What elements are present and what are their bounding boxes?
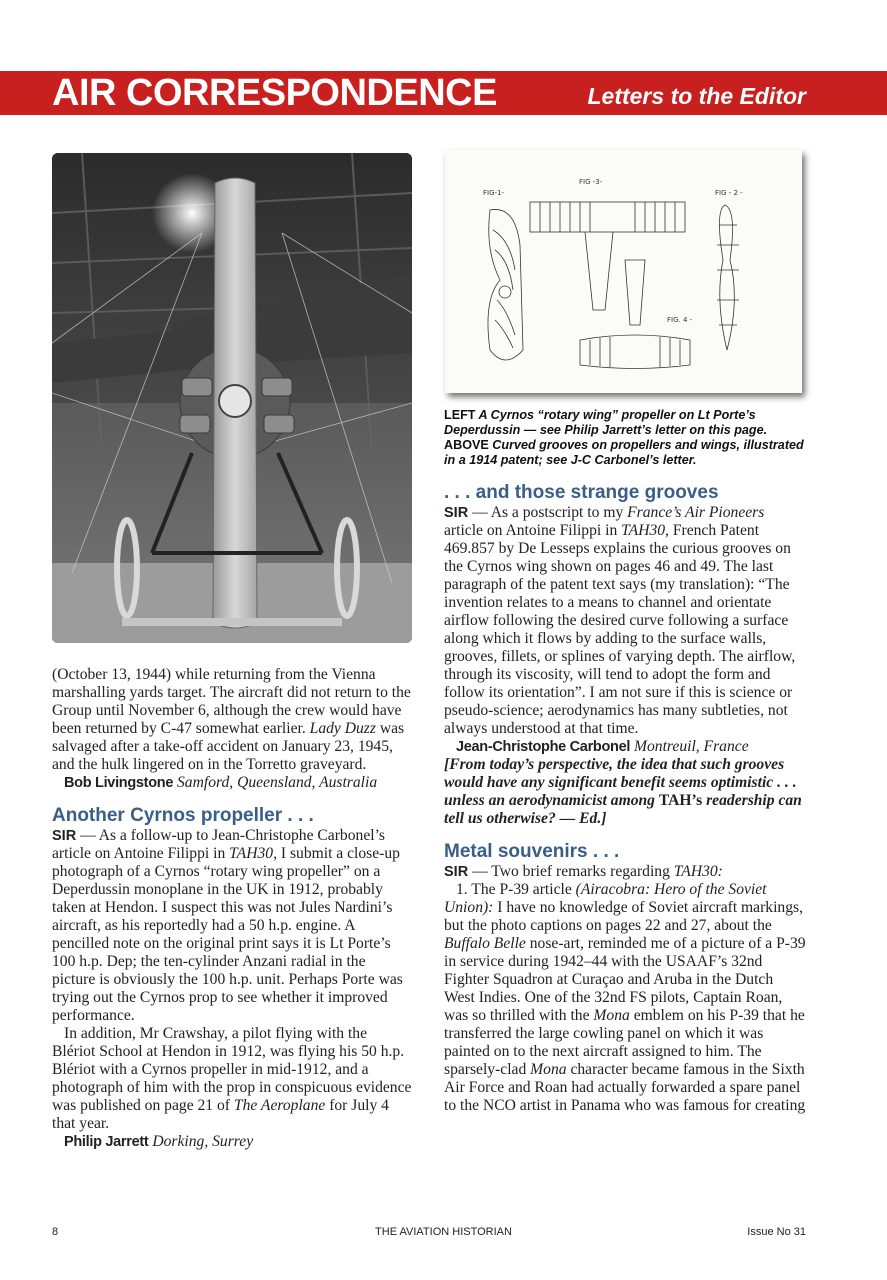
- section-title: AIR CORRESPONDENCE: [52, 72, 497, 114]
- italic-text: Lady Duzz: [309, 720, 376, 737]
- signature-place: Dorking, Surrey: [152, 1133, 254, 1150]
- section-banner: [0, 71, 887, 115]
- caption-above-text: Curved grooves on propellers and wings, illustrated in a 1914 patent; see J-C Carbonel’s letter.: [444, 438, 804, 467]
- caption-left-label: LEFT: [444, 408, 476, 422]
- letter1-continuation: [52, 666, 412, 774]
- fig1-label: FIG-1-: [483, 189, 505, 197]
- text-run: , I submit a close-up photograph of a Cyrnos “rotary wing propeller” on a Deperdussin monoplane in the UK in 1912, probably taken at Hendon. I suspect this was not Jules Nardini’s aircraft, as his reportedly had a 50 h.p. engine. A pencilled note on the original print says it is Lt Porte’s 100 h.p. Dep; the ten-cylinder Anzani radial in the picture is obviously the 100 h.p. unit. Perhaps Porte was trying out the Cyrnos prop to see whether it improved performance.: [52, 845, 403, 1024]
- fig4-label: FIG. 4 -: [667, 316, 693, 324]
- italic-text: (Airacobra: Hero of the Soviet Union):: [444, 881, 767, 916]
- text-run: In addition, Mr Crawshay, a pilot flying with the Blériot School at Hendon in 1912, was flying his 50 h.p. Blériot with a Cyrnos propeller in mid-1912, and a photograph of him with the prop in conspicuous evidence was published on page 21 of: [52, 1025, 412, 1114]
- text-run: 1. The P-39 article: [456, 881, 576, 898]
- letter3-signature: [444, 738, 806, 756]
- caption-above-label: ABOVE: [444, 438, 489, 452]
- letter2-paragraph-2: [52, 1025, 412, 1133]
- text-run: TAH’s: [658, 792, 703, 809]
- magazine-name: THE AVIATION HISTORIAN: [375, 1226, 512, 1238]
- editor-note: [444, 756, 806, 828]
- text-run: — Two brief remarks regarding: [468, 863, 674, 880]
- letter2-heading: Another Cyrnos propeller . . .: [52, 805, 314, 826]
- patent-drawing-figure: [445, 150, 802, 393]
- signature-place: Montreuil, France: [634, 738, 749, 755]
- signature-name: Jean-Christophe Carbonel: [456, 739, 631, 755]
- italic-text: TAH30,: [621, 522, 669, 539]
- italic-text: Mona: [593, 1007, 630, 1024]
- text-run: article on Antoine Filippi in: [444, 522, 622, 539]
- deperdussin-propeller-photo: [52, 153, 412, 643]
- letter4-heading: Metal souvenirs . . .: [444, 841, 620, 862]
- text-run: was salvaged after a take-off accident on January 23, 1945, and the hulk lingered on in the Torretto graveyard.: [52, 720, 405, 773]
- letter4-paragraph-1: [444, 863, 806, 881]
- italic-text: TAH30:: [673, 863, 723, 880]
- italic-text: Buffalo Belle: [444, 935, 526, 952]
- fig3-label: FIG -3-: [579, 178, 603, 186]
- page-footer: [0, 1226, 887, 1242]
- sir-salutation: SIR: [444, 505, 469, 521]
- letter2-paragraph-1: [52, 827, 412, 1025]
- signature-name: Philip Jarrett: [64, 1134, 149, 1150]
- text-run: — As a follow-up to Jean-Christophe Carbonel’s article on Antoine Filippi in: [52, 827, 385, 862]
- issue-number: Issue No 31: [747, 1226, 806, 1238]
- left-column: [52, 666, 412, 1151]
- letter3-heading: . . . and those strange grooves: [444, 482, 719, 503]
- text-run: for July 4 that year.: [52, 1097, 389, 1132]
- italic-text: TAH30: [229, 845, 274, 862]
- italic-text: France’s Air Pioneers: [627, 504, 765, 521]
- text-run: nose-art, reminded me of a picture of a P-39 in service during 1942–44 with the USAAF’s 32nd Fighter Squadron at Curaçao and Aruba in the Dutch West Indies. One of the 32nd FS pilots, Captain Roan, was so thrilled with the: [444, 935, 806, 1024]
- letter3-paragraph-1: [444, 504, 806, 738]
- section-subtitle: Letters to the Editor: [587, 83, 806, 109]
- italic-text: Mona: [530, 1061, 567, 1078]
- letter1-signature: [52, 774, 412, 792]
- sir-salutation: SIR: [52, 828, 77, 844]
- fig2-label: FIG - 2 -: [715, 189, 743, 197]
- text-run: — As a postscript to my: [468, 504, 628, 521]
- signature-place: Samford, Queensland, Australia: [177, 774, 378, 791]
- signature-name: Bob Livingstone: [64, 775, 174, 791]
- text-run: [From today’s perspective, the idea that such grooves would have any significant benefit seems optimistic . . . unless an aerodynamicist among: [444, 756, 797, 809]
- page-number: 8: [52, 1226, 59, 1238]
- letter2-signature: [52, 1133, 412, 1151]
- text-run: readership can tell us otherwise? — Ed.]: [444, 792, 802, 827]
- text-run: emblem on his P-39 that he transferred the large cowling panel on which it was painted on to the next aircraft assigned to him. The sparsely-clad: [444, 1007, 805, 1078]
- text-run: character became famous in the Sixth Air Force and Roan had actually forwarded a spare panel to the NCO artist in Panama who was famous for creating: [444, 1061, 806, 1114]
- letter4-paragraph-2: [444, 881, 806, 1115]
- italic-text: The Aeroplane: [233, 1097, 326, 1114]
- text-run: (October 13, 1944) while returning from the Vienna marshalling yards target. The aircraft did not return to the Group until November 6, although the crew would have been returned by C-47 somewhat earlier.: [52, 666, 411, 737]
- photo-caption: [444, 408, 806, 468]
- caption-left-text: A Cyrnos “rotary wing” propeller on Lt Porte’s Deperdussin — see Philip Jarrett’s letter on this page.: [444, 408, 768, 437]
- right-column: [444, 482, 806, 1115]
- text-run: I have no knowledge of Soviet aircraft markings, but the photo captions on pages 22 and 27, about the: [444, 899, 803, 934]
- sir-salutation: SIR: [444, 864, 469, 880]
- text-run: French Patent 469.857 by De Lesseps explains the curious grooves on the Cyrnos wing shown on pages 46 and 49. The last paragraph of the patent text says (my translation): “The invention relates to a means to channel and orientate airflow following the desired curve following a surface along which it flows by adding to the surface walls, grooves, fillets, or splines of varying depth. The airflow, through its viscosity, will tend to adopt the form and follow its orientation”. I am not sure if this is science or pseudo-science; aerodynamics has many subtleties, not always understood at that time.: [444, 522, 796, 737]
